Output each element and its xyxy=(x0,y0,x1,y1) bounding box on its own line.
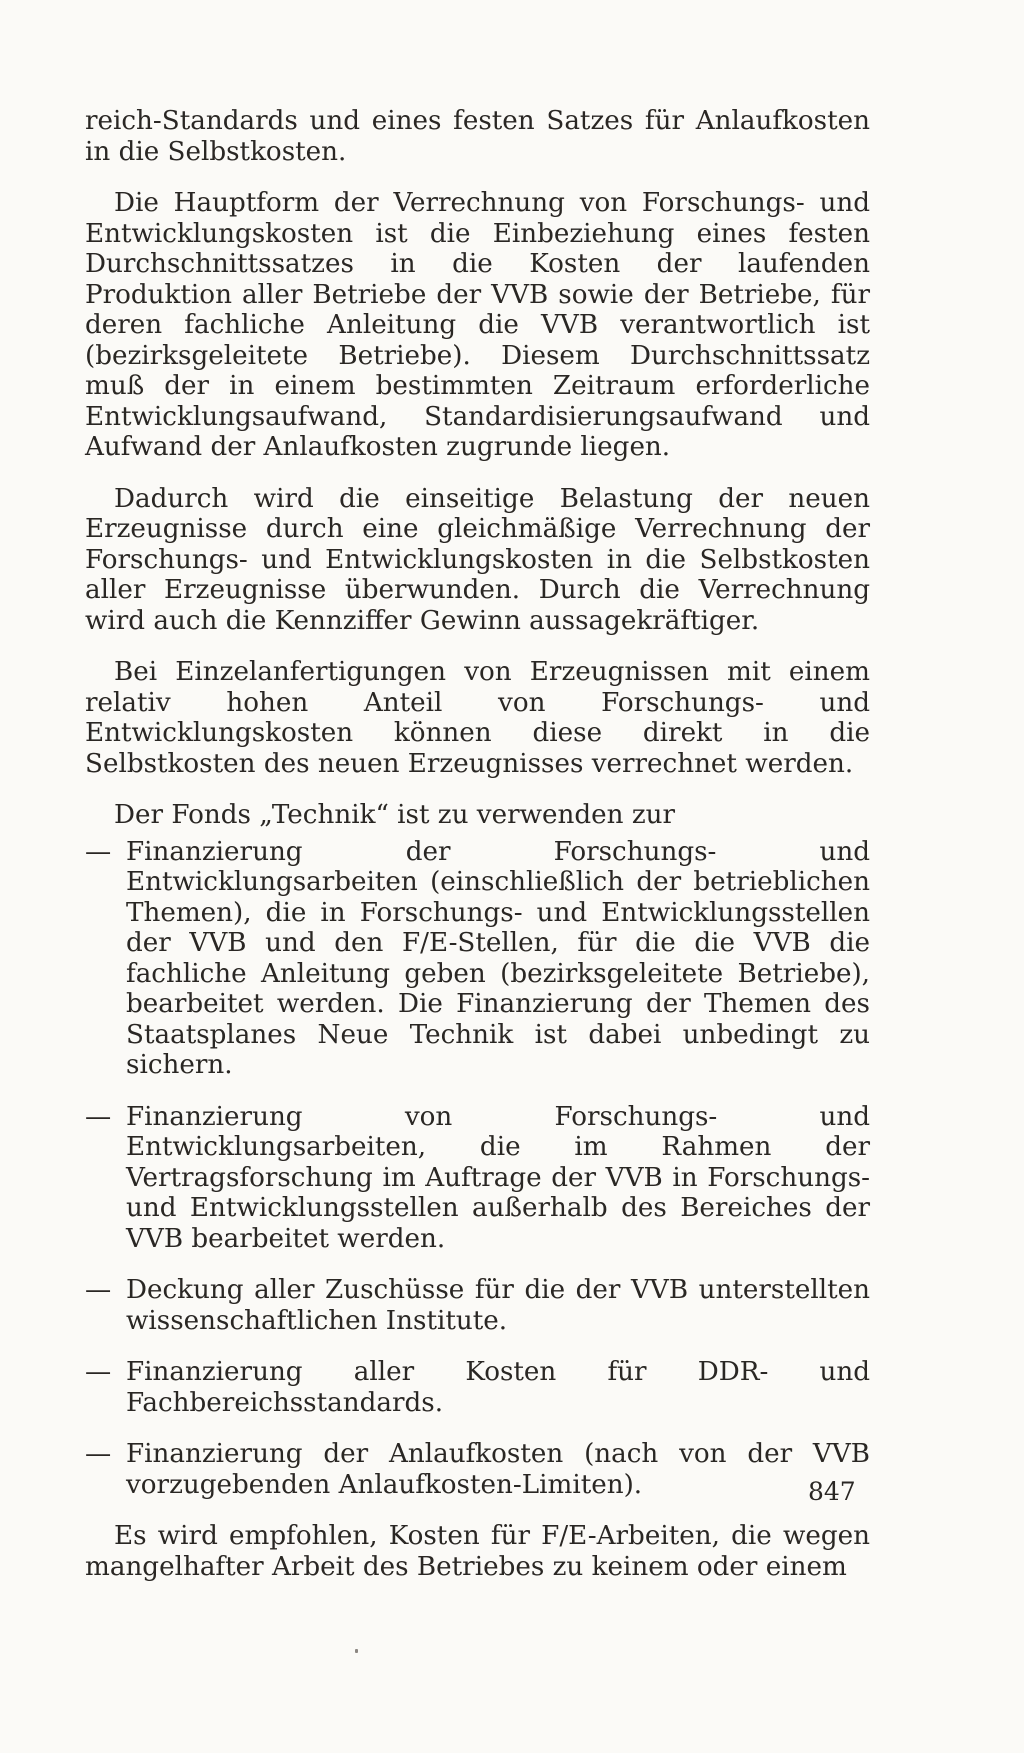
list-item-text: Finanzierung von Forschungs- und Entwicklungsarbeiten, die im Rahmen der Vertragsforschung im Auftrage der VVB in Forschungs- und Entwicklungsstellen außerhalb des Bereiches der VVB bearbeitet werden. xyxy=(126,1101,870,1254)
list-dash: — xyxy=(85,1357,112,1387)
list-item-text: Finanzierung aller Kosten für DDR- und Fachbereichsstandards. xyxy=(126,1357,870,1418)
paragraph-continuation: reich-Standards und eines festen Satzes für Anlaufkosten in die Selbstkosten. xyxy=(85,106,870,167)
list-dash: — xyxy=(85,1275,112,1305)
list-item xyxy=(85,837,870,1081)
page-number: 847 xyxy=(808,1477,856,1506)
list-item xyxy=(85,1357,870,1418)
paragraph-verrechnung: Die Hauptform der Verrechnung von Forschungs- und Entwicklungskosten ist die Einbeziehung eines festen Durchschnittssatzes in die Kosten der laufenden Produktion aller Betriebe der VVB sowie der Betriebe, für deren fachliche Anleitung die VVB verantwortlich ist (bezirksgeleitete Betriebe). Diesem Durchschnittssatz muß der in einem bestimmten Zeitraum erforderliche Entwicklungsaufwand, Standardisierungsaufwand und Aufwand der Anlaufkosten zugrunde liegen. xyxy=(85,188,870,462)
list-item-text: Deckung aller Zuschüsse für die der VVB unterstellten wissenschaftlichen Institute. xyxy=(126,1275,870,1336)
paragraph-closing: Es wird empfohlen, Kosten für F/E-Arbeiten, die wegen mangelhafter Arbeit des Betriebes zu keinem oder einem xyxy=(85,1521,870,1582)
list-intro: Der Fonds „Technik“ ist zu verwenden zur xyxy=(114,800,676,830)
page-body xyxy=(85,106,870,1603)
list-item xyxy=(85,1275,870,1336)
list-item-text: Finanzierung der Anlaufkosten (nach von der VVB vorzugebenden Anlaufkosten-Limiten). xyxy=(126,1439,870,1500)
paragraph-belastung: Dadurch wird die einseitige Belastung der neuen Erzeugnisse durch eine gleichmäßige Verrechnung der Forschungs- und Entwicklungskosten in die Selbstkosten aller Erzeugnisse überwunden. Durch die Verrechnung wird auch die Kennziffer Gewinn aussagekräftiger. xyxy=(85,483,870,636)
list-item xyxy=(85,1102,870,1255)
list-dash: — xyxy=(85,836,112,867)
list-dash: — xyxy=(85,1101,112,1132)
list-item xyxy=(85,1439,870,1500)
paragraph-einzelanfertigungen: Bei Einzelanfertigungen von Erzeugnissen mit einem relativ hohen Anteil von Forschungs- und Entwicklungskosten können diese direkt in die Selbstkosten des neuen Erzeugnisses verrechnet werden. xyxy=(85,657,870,779)
fonds-usage-list xyxy=(85,837,870,1501)
scan-speck xyxy=(355,1649,358,1653)
list-item-text: Finanzierung der Forschungs- und Entwicklungsarbeiten (einschließlich der betrieblichen Themen), die in Forschungs- und Entwicklungsstellen der VVB und den F/E-Stellen, für die die VVB die fachliche Anleitung geben (bezirksgeleitete Betriebe), bearbeitet werden. Die Finanzierung der Themen des Staatsplanes Neue Technik ist dabei unbedingt zu sichern. xyxy=(126,836,870,1080)
list-dash: — xyxy=(85,1439,112,1469)
